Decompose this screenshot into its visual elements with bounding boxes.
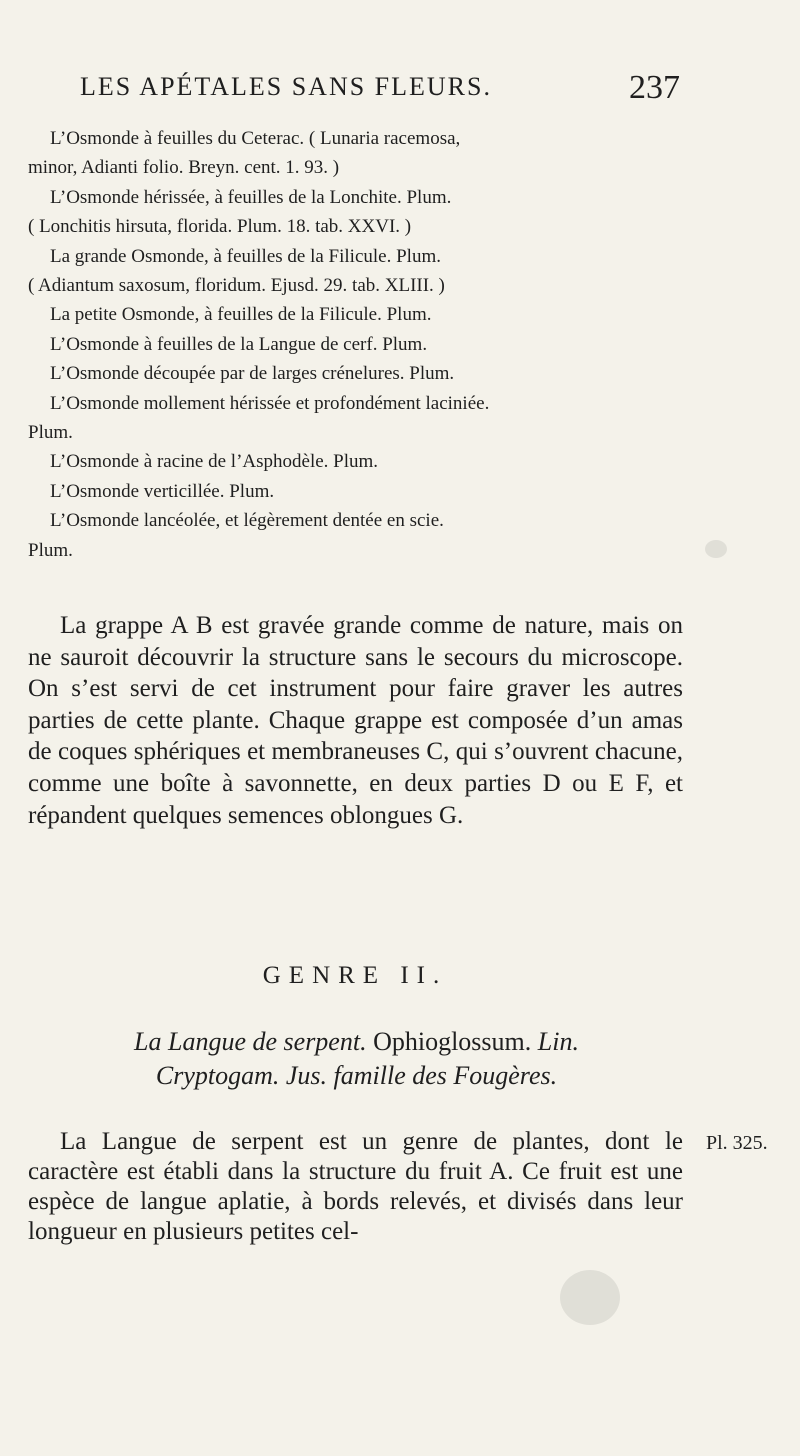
species-classification: Cryptogam. Jus. famille des Fougères. <box>155 1061 558 1090</box>
list-item: ( Lonchitis hirsuta, florida. Plum. 18. tab. XXVI. ) <box>28 216 412 238</box>
list-item: L’Osmonde à feuilles de la Langue de cerf. Plum. <box>50 333 428 355</box>
description-paragraph <box>28 610 683 831</box>
list-item: L’Osmonde hérissée, à feuilles de la Lonchite. Plum. <box>50 186 452 208</box>
plate-reference: Pl. 325. <box>706 1132 768 1154</box>
list-item: L’Osmonde verticillée. Plum. <box>50 480 275 502</box>
list-item: L’Osmonde découpée par de larges crénelures. Plum. <box>50 363 455 385</box>
paragraph-text: La Langue de serpent est un genre de plantes, dont le caractère est établi dans la structure du fruit A. Ce fruit est une espèce de langue aplatie, à bords relevés, et divisés dans leur longueur en plusieurs petites cel- <box>28 1128 683 1245</box>
section-title: GENRE II. <box>262 962 448 989</box>
list-item: La petite Osmonde, à feuilles de la Filicule. Plum. <box>50 304 432 326</box>
ink-stain <box>705 540 727 558</box>
species-common-name: La Langue de serpent. <box>134 1027 367 1056</box>
list-item: Plum. <box>28 422 73 444</box>
species-heading <box>28 1025 685 1093</box>
species-heading-line <box>28 1025 685 1059</box>
list-item: minor, Adianti folio. Breyn. cent. 1. 93. ) <box>28 157 340 179</box>
page-number: 237 <box>629 69 680 106</box>
list-item: L’Osmonde lancéolée, et légèrement dentée en scie. <box>50 510 444 532</box>
list-item: L’Osmonde mollement hérissée et profondément laciniée. <box>50 392 490 414</box>
ink-stain <box>560 1270 620 1325</box>
list-item: L’Osmonde à racine de l’Asphodèle. Plum. <box>50 451 379 473</box>
species-latin-name: Ophioglossum. <box>366 1027 538 1056</box>
genre-description <box>28 1127 683 1247</box>
list-item: La grande Osmonde, à feuilles de la Filicule. Plum. <box>50 245 441 267</box>
species-list <box>28 124 685 565</box>
list-item: L’Osmonde à feuilles du Ceterac. ( Lunaria racemosa, <box>50 128 461 149</box>
species-authority: Lin. <box>537 1027 579 1056</box>
paragraph-text: La grappe A B est gravée grande comme de nature, mais on ne sauroit découvrir la structure sans le secours du microscope. On s’est servi de cet instrument pour faire graver les autres parties de cette plante. Chaque grappe est composée d’un amas de coques sphériques et membraneuses C, qui s’ouvrent chacune, comme une boîte à savonnette, en deux parties D ou E F, et répandent quelques semences oblongues G. <box>28 612 683 829</box>
list-item: ( Adiantum saxosum, floridum. Ejusd. 29. tab. XLIII. ) <box>28 275 445 297</box>
page-title: LES APÉTALES SANS FLEURS. <box>80 72 492 101</box>
page-header <box>80 69 680 112</box>
list-item: Plum. <box>28 539 73 561</box>
